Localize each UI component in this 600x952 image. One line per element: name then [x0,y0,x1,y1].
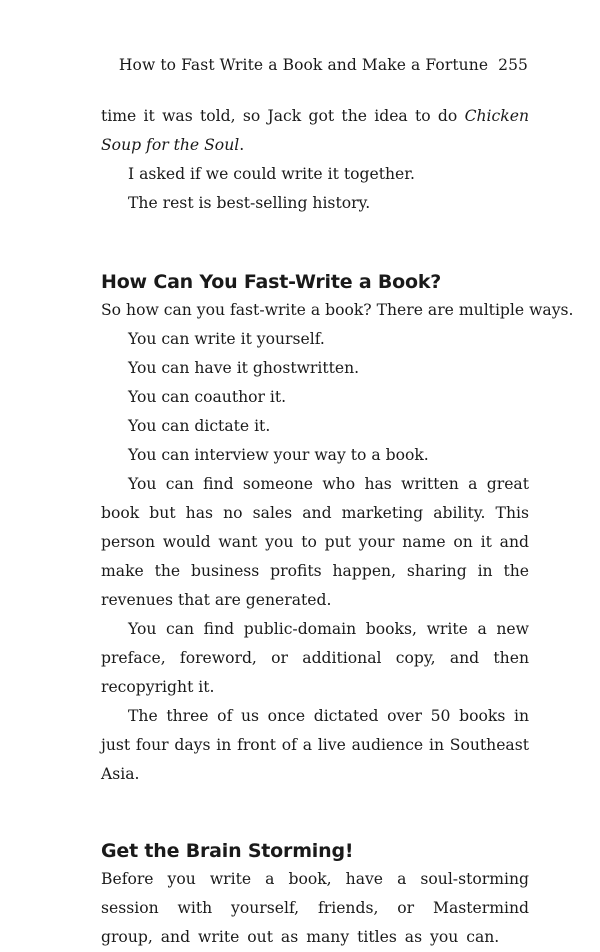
running-head [119,56,528,74]
section-heading-fast-write: How Can You Fast-Write a Book? [101,271,442,293]
page-body [101,102,574,952]
intro-paragraph-2: I asked if we could write it together. [128,165,415,183]
section2-text [101,865,529,952]
intro-text-end: . [239,136,245,154]
intro-text-start: time it was told, so Jack got the idea to do [101,107,465,125]
section1-lead: So how can you fast-write a book? There are multiple ways. [101,301,574,319]
intro-paragraph-3: The rest is best-selling history. [128,194,371,212]
paragraph-find-author: You can find someone who has written a great book but has no sales and marketing ability. This person would want you to put your name on it and make the business profits happen, sharing in the revenues that are generated. [101,475,529,609]
way-item: You can have it ghostwritten. [128,359,360,377]
page-number: 255 [498,56,528,74]
paragraph-dictated: The three of us once dictated over 50 books in just four days in front of a live audience in Southeast Asia. [101,707,529,783]
section-heading-brain-storming: Get the Brain Storming! [101,840,354,862]
way-item: You can coauthor it. [128,388,287,406]
paragraph-public-domain: You can find public-domain books, write a new preface, foreword, or additional copy, and then recopyright it. [101,620,529,696]
section-spacer [101,218,529,268]
paragraph-brainstorm: Before you write a book, have a soul-storming session with yourself, friends, or Mastermind group, and write out as many titles as you can. [101,870,529,946]
running-head-title: How to Fast Write a Book and Make a Fortune [118,56,489,74]
section-spacer [101,789,529,837]
way-item: You can interview your way to a book. [128,446,429,464]
way-item: You can dictate it. [128,417,271,435]
way-item: You can write it yourself. [128,330,325,348]
book-title-italic: Chicken Soup for the Soul [101,107,529,154]
intro-paragraph-continued [101,102,529,160]
